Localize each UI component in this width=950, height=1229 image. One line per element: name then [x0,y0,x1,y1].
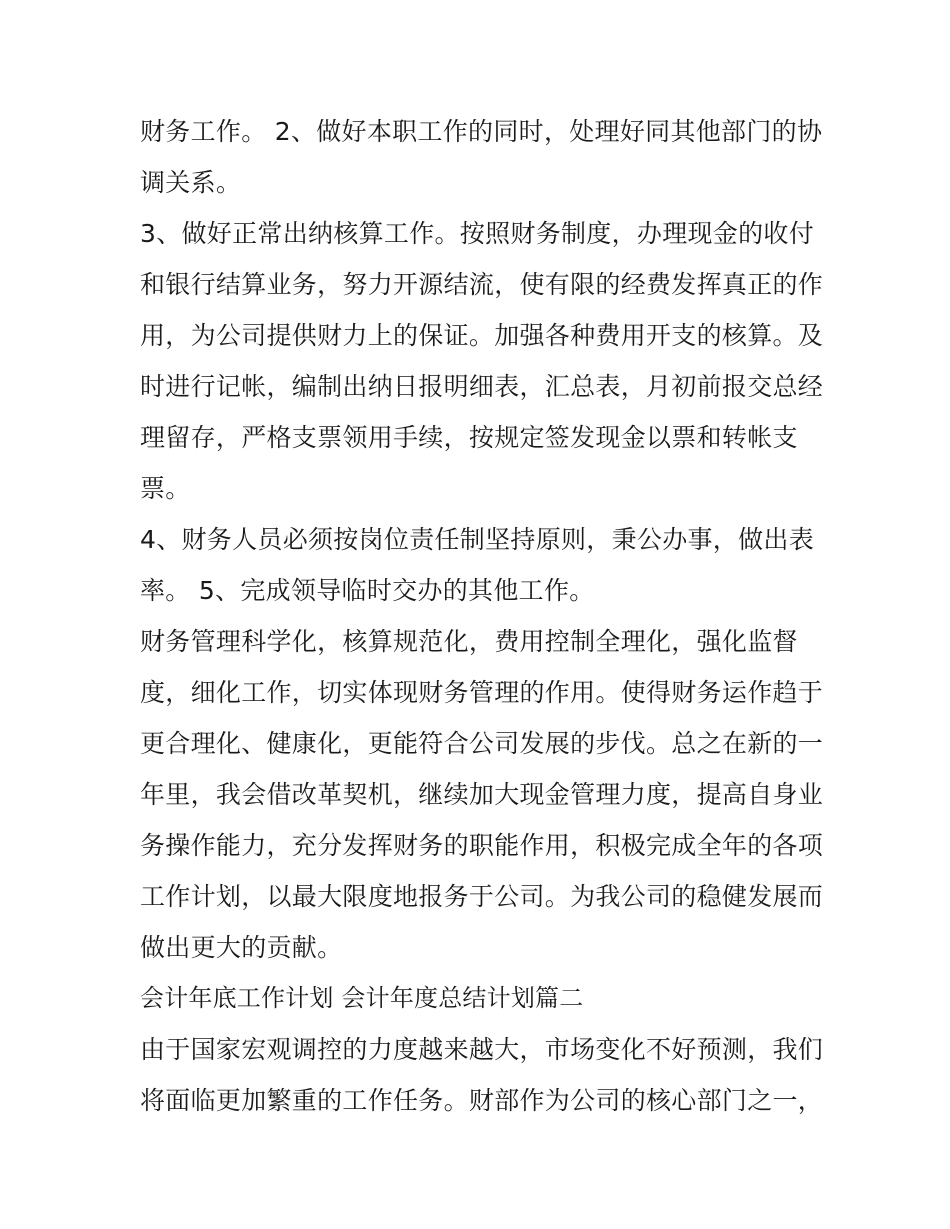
text-line: 工作计划，以最大限度地报务于公司。为我公司的稳健发展而 [140,882,824,911]
text-line: 时进行记帐，编制出纳日报明细表，汇总表，月初前报交总经 [140,372,824,401]
text-line: 3、做好正常出纳核算工作。按照财务制度，办理现金的收付 [140,219,815,248]
text-line: 理留存，严格支票领用手续，按规定签发现金以票和转帐支 [140,423,798,452]
text-line: 年里，我会借改革契机，继续加大现金管理力度，提高自身业 [140,780,824,809]
text-line: 更合理化、健康化，更能符合公司发展的步伐。总之在新的一 [140,729,824,758]
text-line: 将面临更加繁重的工作任务。财部作为公司的核心部门之一， [140,1086,824,1115]
text-line: 财务管理科学化，核算规范化，费用控制全理化，强化监督 [140,627,798,656]
text-line: 度，细化工作，切实体现财务管理的作用。使得财务运作趋于 [140,678,824,707]
text-line: 票。 [140,474,191,503]
document-body [140,106,824,1126]
text-line: 财务工作。 2、做好本职工作的同时，处理好同其他部门的协 [140,117,823,146]
text-line: 和银行结算业务，努力开源结流，使有限的经费发挥真正的作 [140,270,824,299]
text-line: 用，为公司提供财力上的保证。加强各种费用开支的核算。及 [140,321,824,350]
text-line: 率。 5、完成领导临时交办的其他工作。 [140,576,595,605]
text-line: 务操作能力，充分发挥财务的职能作用，积极完成全年的各项 [140,831,824,860]
text-line: 由于国家宏观调控的力度越来越大，市场变化不好预测，我们 [140,1035,824,1064]
text-line: 调关系。 [140,168,242,197]
text-line: 做出更大的贡献。 [140,933,343,962]
text-line: 4、财务人员必须按岗位责任制坚持原则，秉公办事，做出表 [140,525,815,554]
section-heading: 会计年底工作计划 会计年度总结计划篇二 [140,984,584,1012]
